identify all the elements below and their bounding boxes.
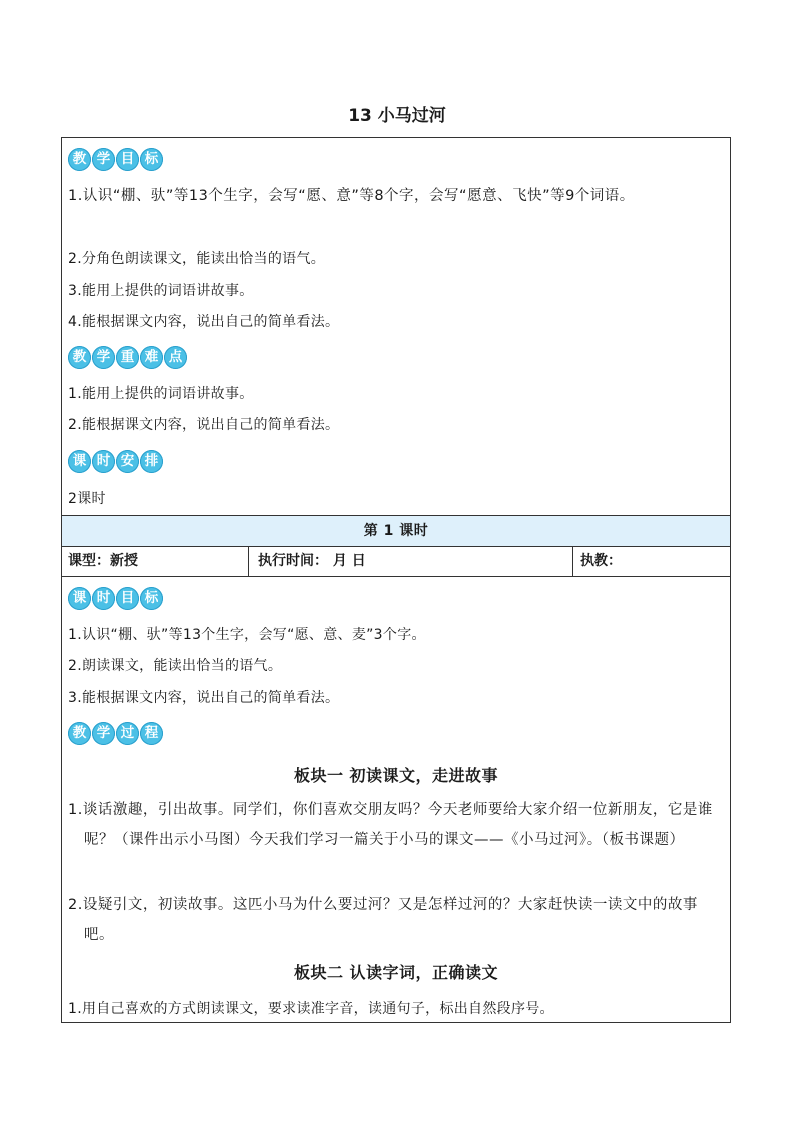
heading-char: 点 xyxy=(164,346,187,369)
heading-char: 目 xyxy=(116,148,139,171)
heading-char: 学 xyxy=(92,346,115,369)
heading-char: 安 xyxy=(116,450,139,473)
heading-process xyxy=(68,722,163,745)
heading-char: 标 xyxy=(140,587,163,610)
lesson-goal-item: 1.认识“棚、驮”等13个生字，会写“愿、意、麦”3个字。 xyxy=(68,627,426,643)
block1-item: 1.谈话激趣，引出故事。同学们，你们喜欢交朋友吗？今天老师要给大家介绍一位新朋友，它是谁呢？（课件出示小马图）今天我们学习一篇关于小马的课文——《小马过河》。（板书课题） xyxy=(68,802,713,848)
teaching-goal-item: 1.认识“棚、驮”等13个生字，会写“愿、意”等8个字，会写“愿意、飞快”等9个词语。 xyxy=(68,188,635,204)
heading-char: 时 xyxy=(92,587,115,610)
heading-lesson-goals xyxy=(68,587,163,610)
lesson-goal-item: 3.能根据课文内容，说出自己的简单看法。 xyxy=(68,690,340,706)
block2-title: 板块二 认读字词，正确读文 xyxy=(293,963,499,982)
heading-char: 学 xyxy=(92,722,115,745)
divider xyxy=(62,576,730,577)
heading-char: 排 xyxy=(140,450,163,473)
cell-divider xyxy=(248,546,249,576)
schedule-value: 2课时 xyxy=(68,491,106,507)
heading-char: 标 xyxy=(140,148,163,171)
lesson-header-title: 第 1 课时 xyxy=(363,523,429,539)
heading-char: 教 xyxy=(68,346,91,369)
heading-char: 过 xyxy=(116,722,139,745)
heading-char: 时 xyxy=(92,450,115,473)
heading-char: 课 xyxy=(68,587,91,610)
heading-char: 教 xyxy=(68,148,91,171)
key-point-item: 1.能用上提供的词语讲故事。 xyxy=(68,386,254,402)
block1-title: 板块一 初读课文，走进故事 xyxy=(293,766,499,785)
key-point-item: 2.能根据课文内容，说出自己的简单看法。 xyxy=(68,417,340,433)
lesson-plan-table xyxy=(61,137,731,1023)
lesson-header-band xyxy=(62,516,730,546)
heading-key-points xyxy=(68,346,187,369)
block1-item: 2.设疑引文，初读故事。这匹小马为什么要过河？又是怎样过河的？大家赶快读一读文中的故事吧。 xyxy=(68,897,698,943)
heading-char: 重 xyxy=(116,346,139,369)
lesson-type: 课型：新授 xyxy=(68,553,138,569)
teaching-goal-item: 3.能用上提供的词语讲故事。 xyxy=(68,283,254,299)
block2-item: 1.用自己喜欢的方式朗读课文，要求读准字音，读通句子，标出自然段序号。 xyxy=(68,1001,554,1017)
heading-char: 学 xyxy=(92,148,115,171)
heading-char: 课 xyxy=(68,450,91,473)
heading-char: 目 xyxy=(116,587,139,610)
heading-char: 教 xyxy=(68,722,91,745)
teaching-goal-item: 2.分角色朗读课文，能读出恰当的语气。 xyxy=(68,251,326,267)
execution-time: 执行时间： 月 日 xyxy=(258,553,366,569)
teacher: 执教： xyxy=(580,553,622,569)
cell-divider xyxy=(572,546,573,576)
heading-char: 难 xyxy=(140,346,163,369)
teaching-goal-item: 4.能根据课文内容，说出自己的简单看法。 xyxy=(68,314,340,330)
divider xyxy=(62,546,730,547)
lesson-goal-item: 2.朗读课文，能读出恰当的语气。 xyxy=(68,658,283,674)
heading-schedule xyxy=(68,450,163,473)
heading-teaching-goals xyxy=(68,148,163,171)
document-title: 13 小马过河 xyxy=(348,106,446,126)
heading-char: 程 xyxy=(140,722,163,745)
